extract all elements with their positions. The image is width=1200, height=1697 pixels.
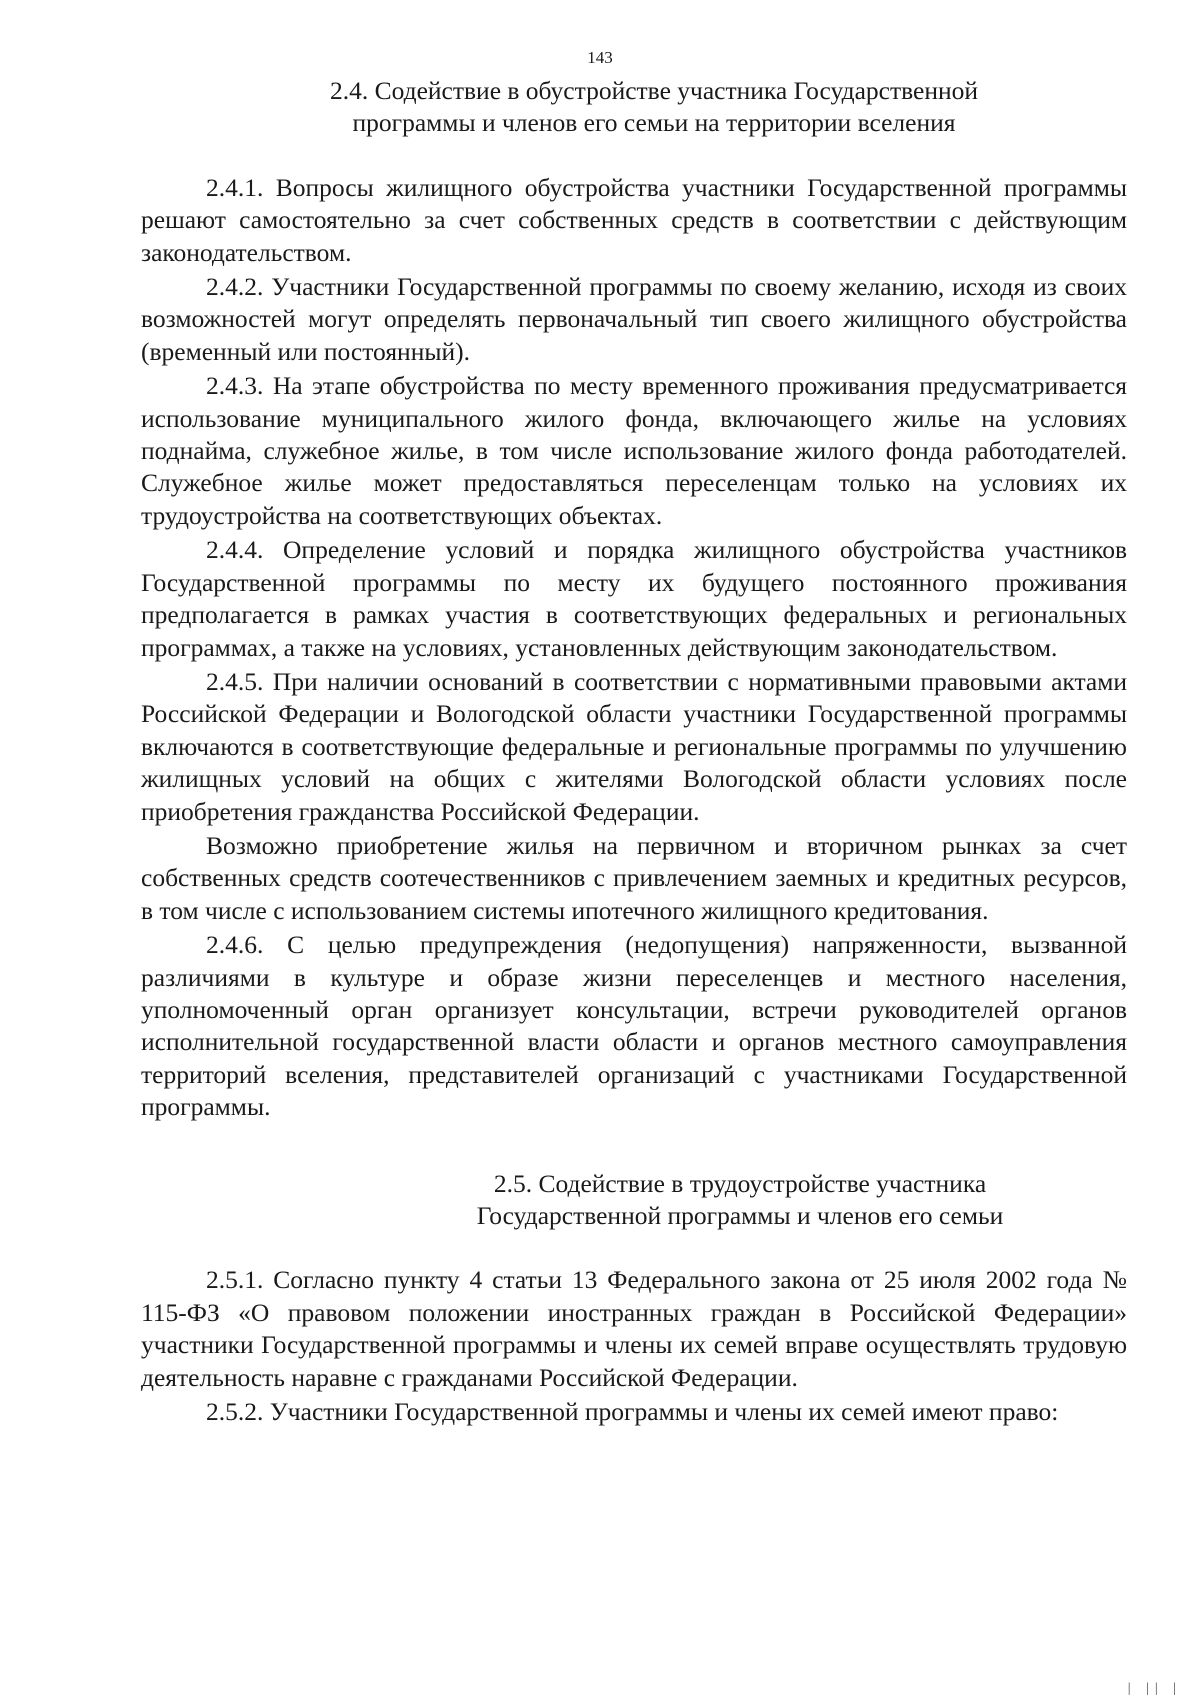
section-2-4-title-line-2: программы и членов его семьи на территории вселения bbox=[352, 108, 956, 138]
section-2-5-heading bbox=[353, 1168, 1127, 1233]
paragraph-housing-purchase: Возможно приобретение жилья на первичном и вторичном рынках за счет собственных средств соотечественников с привлечением заемных и кредитных ресурсов, в том числе с использованием системы ипотечного жилищного кредитования. bbox=[141, 830, 1127, 925]
paragraph-2-4-1: 2.4.1. Вопросы жилищного обустройства участники Государственной программы решают самостоятельно за счет собственных средств в соответствии с действующим законодательством. bbox=[141, 172, 1127, 267]
paragraph-2-5-2: 2.5.2. Участники Государственной программы и члены их семей имеют право: bbox=[206, 1397, 1059, 1427]
paragraph-2-4-4: 2.4.4. Определение условий и порядка жилищного обустройства участников Государственной программы по месту их будущего постоянного проживания предполагается в рамках участия в соответствующих федеральных и региональных программах, а также на условиях, установленных действующим законодательством. bbox=[141, 535, 1127, 662]
section-2-4-heading bbox=[181, 75, 1127, 140]
section-2-5-title-line-1: 2.5. Содействие в трудоустройстве участника bbox=[493, 1168, 987, 1198]
paragraph-2-4-3: 2.4.3. На этапе обустройства по месту временного проживания предусматривается использование муниципального жилого фонда, включающего жилье на условиях поднайма, служебное жилье, в том числе использование жилого фонда работодателей. Служебное жилье может предоставляться переселенцам только на условиях их трудоустройства на соответствующих объектах. bbox=[141, 371, 1127, 530]
section-2-4-title-line-1: 2.4. Содействие в обустройстве участника Государственной bbox=[329, 76, 979, 105]
section-2-5-title-line-2: Государственной программы и членов его семьи bbox=[476, 1201, 1004, 1230]
scan-artifact-marks: | || | bbox=[1127, 1681, 1182, 1696]
paragraph-2-4-6: 2.4.6. С целью предупреждения (недопущения) напряженности, вызванной различиями в культуре и образе жизни переселенцев и местного населения, уполномоченный орган организует консультации, встречи руководителей органов исполнительной государственной власти области и органов местного самоуправления территорий вселения, представителей организаций с участниками Государственной программы. bbox=[141, 930, 1127, 1122]
paragraph-2-5-1: 2.5.1. Согласно пункту 4 статьи 13 Федерального закона от 25 июля 2002 года № 115-ФЗ «О правовом положении иностранных граждан в Российской Федерации» участники Государственной программы и члены их семей вправе осуществлять трудовую деятельность наравне с гражданами Российской Федерации. bbox=[141, 1265, 1127, 1392]
page-number: 143 bbox=[587, 48, 613, 67]
document-body bbox=[141, 75, 1127, 1428]
paragraph-2-4-5: 2.4.5. При наличии оснований в соответствии с нормативными правовыми актами Российской Федерации и Вологодской области участники Государственной программы включаются в соответствующие федеральные и региональные программы по улучшению жилищных условий на общих с жителями Вологодской области условиях после приобретения гражданства Российской Федерации. bbox=[141, 666, 1127, 826]
paragraph-2-4-2: 2.4.2. Участники Государственной программы по своему желанию, исходя из своих возможностей могут определять первоначальный тип своего жилищного обустройства (временный или постоянный). bbox=[141, 272, 1127, 366]
